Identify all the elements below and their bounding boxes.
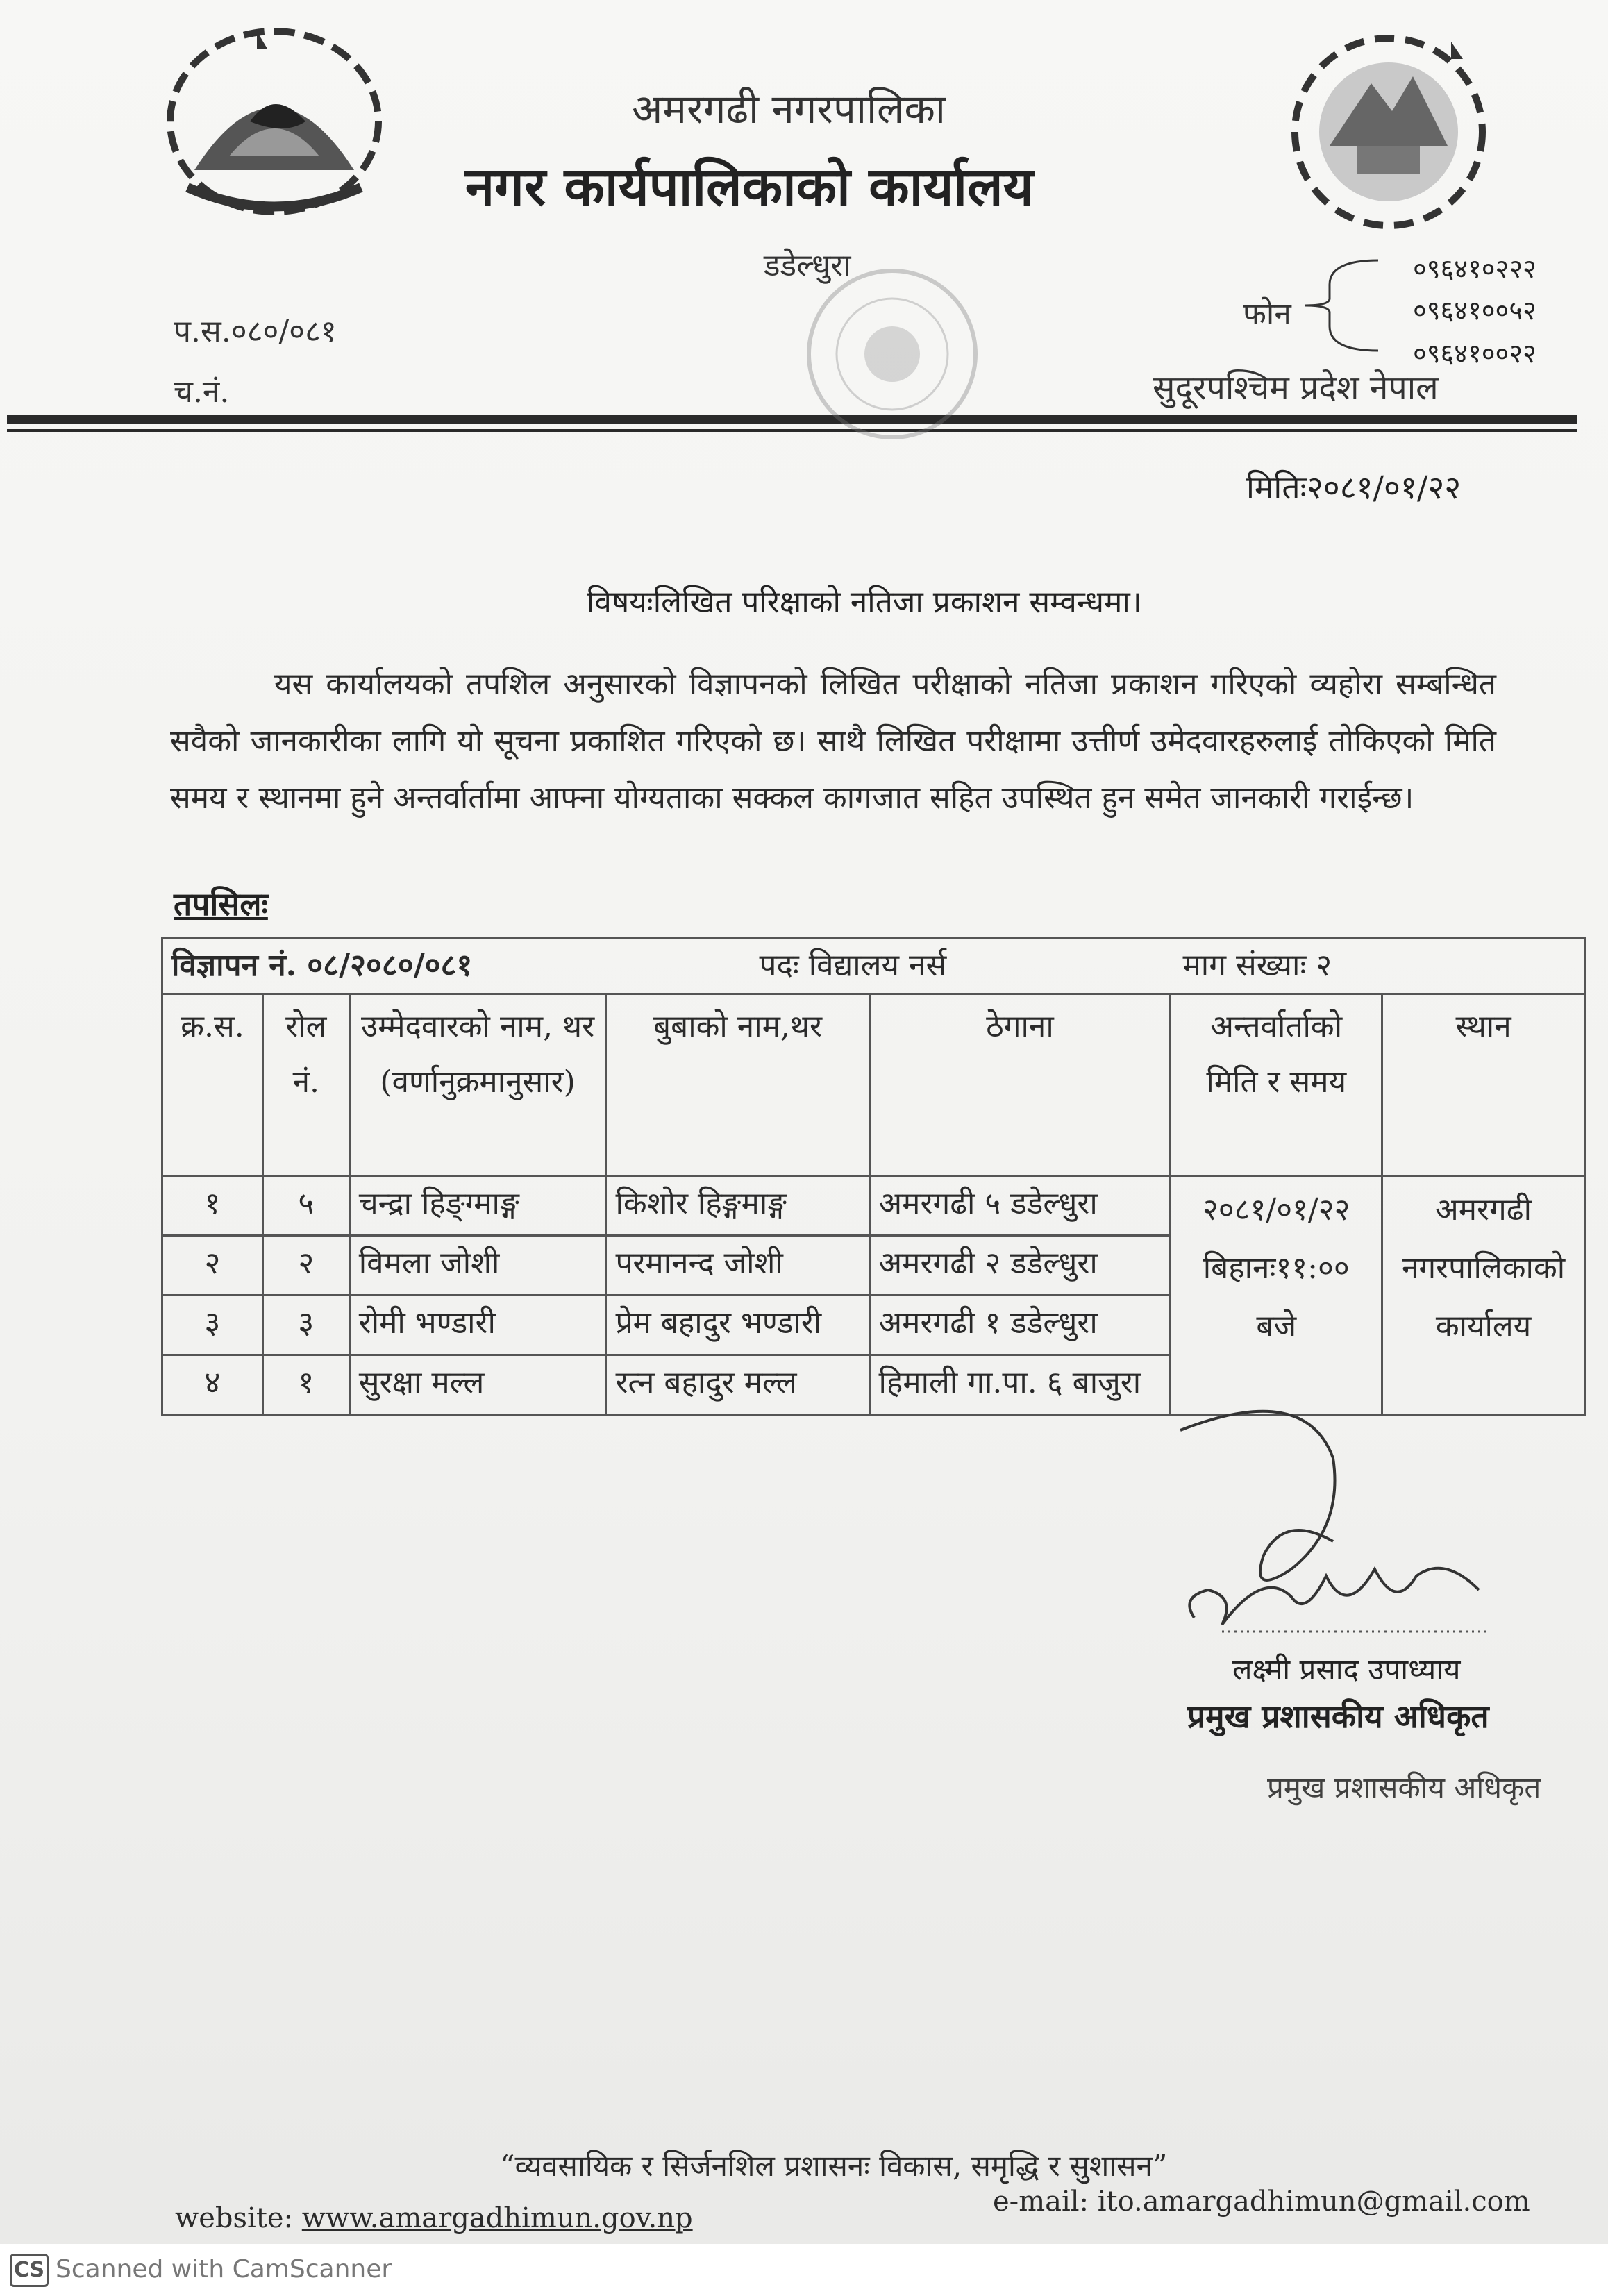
cell-roll: १ bbox=[262, 1355, 349, 1415]
scanner-watermark-bar bbox=[0, 2244, 1608, 2296]
phone-number-2: ०९६४१००५२ bbox=[1413, 295, 1536, 326]
cell-name: चन्द्रा हिङ्ग्माङ्ग bbox=[349, 1176, 606, 1236]
camscanner-logo-icon: CS bbox=[10, 2254, 49, 2287]
district-name: डडेल्धुरा bbox=[764, 248, 851, 283]
cell-address: अमरगढी ५ डडेल्धुरा bbox=[869, 1176, 1171, 1236]
footer-website bbox=[175, 2202, 693, 2234]
phone-number-1: ०९६४१०२२२ bbox=[1413, 253, 1536, 284]
email-label: e-mail: bbox=[993, 2186, 1089, 2218]
cell-father: प्रेम बहादुर भण्डारी bbox=[606, 1296, 869, 1355]
col-header-venue: स्थान bbox=[1382, 994, 1585, 1176]
signatory-title: प्रमुख प्रशासकीय अधिकृत bbox=[1187, 1698, 1489, 1735]
col-header-sn: क्र.स. bbox=[162, 994, 263, 1176]
post-name: पदः विद्यालय नर्स bbox=[759, 948, 947, 983]
municipality-name: अमरगढी नगरपालिका bbox=[632, 85, 946, 133]
office-name: नगर कार्यपालिकाको कार्यालय bbox=[465, 156, 1034, 217]
cell-venue: अमरगढी नगरपालिकाको कार्यालय bbox=[1382, 1176, 1585, 1415]
cell-father: रत्न बहादुर मल्ल bbox=[606, 1355, 869, 1415]
letter-date: मितिः२०८१/०१/२२ bbox=[1246, 469, 1462, 506]
footer-motto: “व्यवसायिक र सिर्जनशिल प्रशासनः विकास, समृद्धि र सुशासन” bbox=[500, 2149, 1168, 2183]
cell-father: किशोर हिङ्गमाङ्ग bbox=[606, 1176, 869, 1236]
header-rule-thick bbox=[7, 415, 1577, 424]
signatory-stamp-title: प्रमुख प्रशासकीय अधिकृत bbox=[1267, 1770, 1541, 1804]
phone-label: फोन bbox=[1243, 296, 1291, 332]
cell-father: परमानन्द जोशी bbox=[606, 1236, 869, 1296]
fiscal-year-ref: प.स.०८०/०८१ bbox=[174, 314, 337, 349]
cell-sn: ४ bbox=[162, 1355, 263, 1415]
cell-address: अमरगढी १ डडेल्धुरा bbox=[869, 1296, 1171, 1355]
website-label: website: bbox=[175, 2202, 294, 2234]
table-row bbox=[162, 1176, 1585, 1236]
cell-interview bbox=[1171, 1176, 1382, 1415]
municipality-emblem-logo bbox=[1274, 28, 1503, 236]
table-header-row bbox=[162, 994, 1585, 1176]
province-name: सुदूरपश्चिम प्रदेश नेपाल bbox=[1153, 369, 1439, 408]
cell-sn: २ bbox=[162, 1236, 263, 1296]
phone-number-3: ०९६४१००२२ bbox=[1413, 338, 1536, 369]
header-rule-thin bbox=[7, 429, 1577, 432]
cell-name: विमला जोशी bbox=[349, 1236, 606, 1296]
cell-name: रोमी भण्डारी bbox=[349, 1296, 606, 1355]
results-table bbox=[161, 937, 1586, 1416]
col-header-name: उम्मेदवारको नाम, थर (वर्णानुक्रमानुसार) bbox=[349, 994, 606, 1176]
email-address[interactable]: ito.amargadhimun@gmail.com bbox=[1097, 2186, 1530, 2218]
cell-roll: २ bbox=[262, 1236, 349, 1296]
nepal-emblem-logo bbox=[146, 17, 403, 226]
cell-sn: १ bbox=[162, 1176, 263, 1236]
dispatch-number: च.नं. bbox=[174, 374, 230, 410]
cell-address: अमरगढी २ डडेल्धुरा bbox=[869, 1236, 1171, 1296]
cell-name: सुरक्षा मल्ल bbox=[349, 1355, 606, 1415]
office-seal-stamp bbox=[798, 250, 986, 458]
letter-body: यस कार्यालयको तपशिल अनुसारको विज्ञापनको लिखित परीक्षाको नतिजा प्रकाशन गरिएको व्यहोरा सम्बन्धित सवैको जानकारीका लागि यो सूचना प्रकाशित गरिएको छ। साथै लिखित परीक्षामा उत्तीर्ण उमेदवारहरुलाई तोकिएको मिति समय र स्थानमा हुने अन्तर्वार्तामा आफ्ना योग्यताका सक्कल कागजात सहित उपस्थित हुन समेत जानकारी गराईन्छ। bbox=[170, 667, 1496, 816]
interview-time: बिहानः११:०० बजे bbox=[1203, 1250, 1350, 1344]
letter-subject: विषयःलिखित परिक्षाको नतिजा प्रकाशन सम्वन्धमा। bbox=[587, 585, 1142, 620]
phone-brace-icon bbox=[1302, 257, 1385, 354]
camscanner-text: Scanned with CamScanner bbox=[56, 2255, 392, 2284]
cell-roll: ५ bbox=[262, 1176, 349, 1236]
details-label: तपसिलः bbox=[174, 885, 268, 923]
cell-sn: ३ bbox=[162, 1296, 263, 1355]
cell-address: हिमाली गा.पा. ६ बाजुरा bbox=[869, 1355, 1171, 1415]
website-link[interactable]: www.amargadhimun.gov.np bbox=[301, 2202, 693, 2234]
cell-roll: ३ bbox=[262, 1296, 349, 1355]
col-header-address: ठेगाना bbox=[869, 994, 1171, 1176]
signatory-name: लक्ष्मी प्रसाद उपाध्याय bbox=[1232, 1652, 1461, 1686]
footer-email bbox=[993, 2186, 1530, 2218]
advert-number: विज्ञापन नं. ०८/२०८०/०८१ bbox=[171, 948, 473, 983]
interview-date: २०८१/०१/२२ bbox=[1202, 1192, 1350, 1227]
demand-count: माग संख्याः २ bbox=[1182, 948, 1332, 983]
advert-info-row bbox=[162, 938, 1585, 994]
col-header-roll: रोल नं. bbox=[262, 994, 349, 1176]
col-header-interview: अन्तर्वार्ताको मिति र समय bbox=[1171, 994, 1382, 1176]
col-header-father: बुबाको नाम,थर bbox=[606, 994, 869, 1176]
handwritten-signature bbox=[1166, 1389, 1527, 1652]
